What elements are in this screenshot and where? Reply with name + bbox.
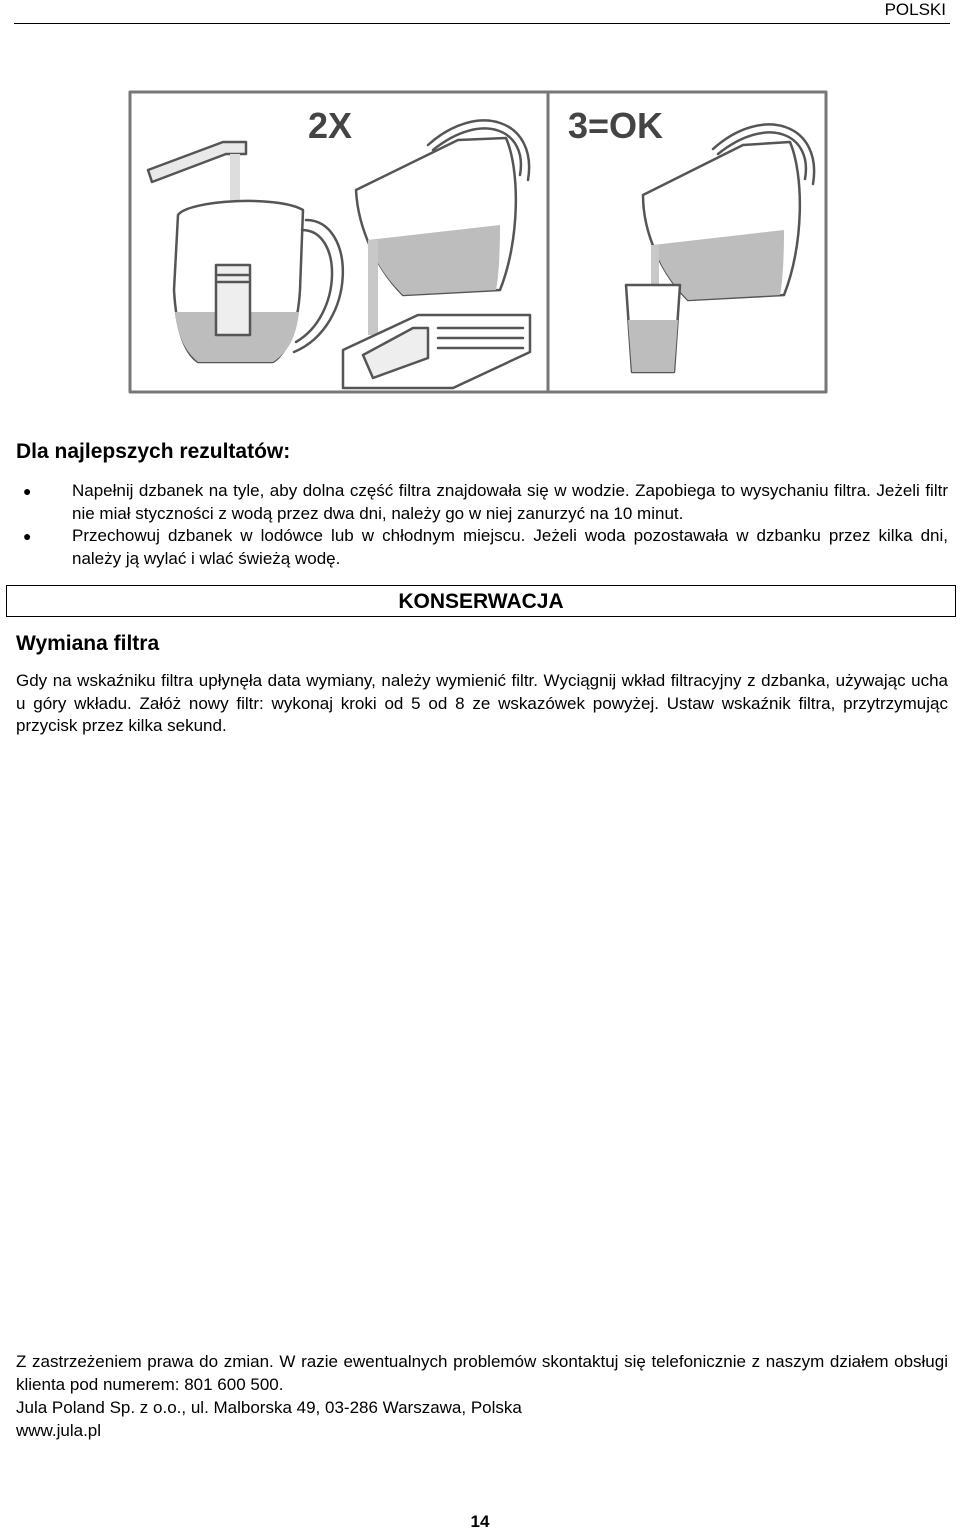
label-three-ok: 3=OK: [568, 105, 664, 146]
list-item: [16, 480, 948, 525]
language-label: POLSKI: [884, 0, 946, 19]
list-item-text: Napełnij dzbanek na tyle, aby dolna część filtra znajdowała się w wodzie. Zapobiega to wysychaniu filtra. Jeżeli filtr nie miał styczności z wodą przez dwa dni, należy go w niej zanurzyć na 10 minut.: [72, 481, 948, 523]
maintenance-title: KONSERWACJA: [398, 590, 564, 613]
page-number: 14: [470, 1512, 490, 1531]
pitcher-illustration: [128, 90, 828, 400]
footer-address: Jula Poland Sp. z o.o., ul. Malborska 49, 03-286 Warszawa, Polska: [16, 1398, 522, 1417]
header-divider: [14, 23, 950, 24]
list-item-text: Przechowuj dzbanek w lodówce lub w chłodnym miejscu. Jeżeli woda pozostawała w dzbanku przez kilka dni, należy ją wylać i wlać świeżą wodę.: [72, 526, 948, 568]
maintenance-title-box: [6, 585, 956, 617]
list-item: [16, 525, 948, 570]
footer-notice: Z zastrzeżeniem prawa do zmian. W razie ewentualnych problemów skontaktuj się telefonicznie z naszym działem obsługi klienta pod numerem: 801 600 500.: [16, 1352, 948, 1394]
best-results-list: [16, 480, 948, 570]
filter-replacement-text: Gdy na wskaźniku filtra upłynęła data wymiany, należy wymienić filtr. Wyciągnij wkład filtracyjny z dzbanka, używając ucha u góry wkładu. Załóż nowy filtr: wykonaj kroki od 5 od 8 ze wskazówek powyżej. Ustaw wskaźnik filtra, przytrzymując przycisk przez kilka sekund.: [16, 671, 948, 735]
footer-website: www.jula.pl: [16, 1421, 102, 1440]
bullet-icon: ●: [23, 483, 32, 499]
best-results-heading: Dla najlepszych rezultatów:: [16, 440, 291, 463]
label-twice: 2X: [308, 105, 353, 146]
filter-replacement-heading: Wymiana filtra: [16, 632, 160, 655]
bullet-icon: ●: [23, 528, 32, 544]
